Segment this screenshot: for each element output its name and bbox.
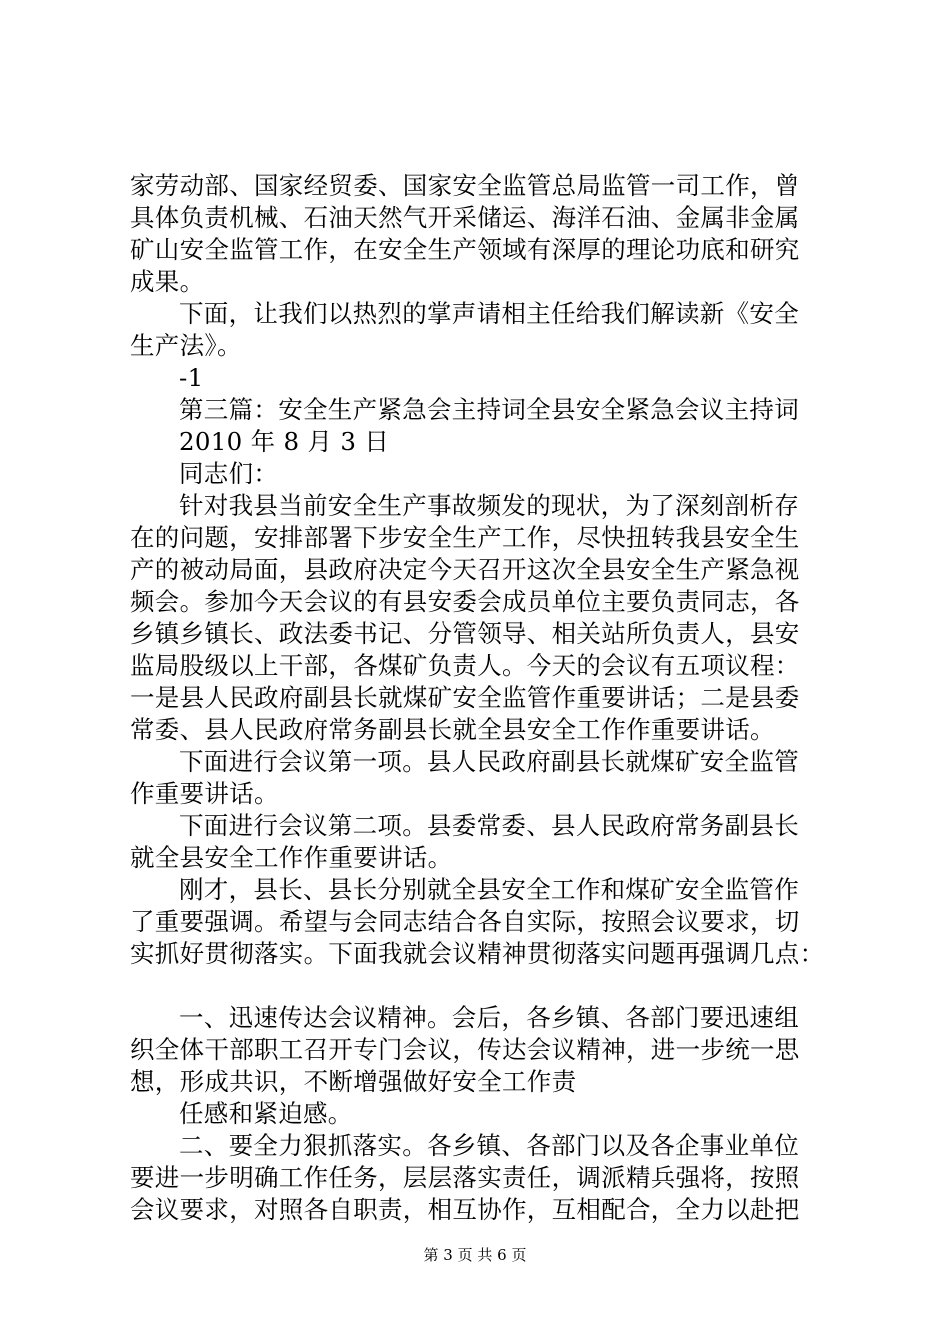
paragraph-start: 针对我县当前安全生产事故频发的现状，为了深刻剖析存 [179, 491, 799, 520]
text-line: 了重要强调。希望与会同志结合各自实际，按照会议要求，切 [130, 907, 800, 936]
text-line: 生产法》。 [130, 331, 242, 360]
text-line: 想，形成共识，不断增强做好安全工作责 [130, 1067, 577, 1096]
text-line: 在的问题，安排部署下步安全生产工作，尽快扭转我县安全生 [130, 523, 800, 552]
page-footer [0, 1245, 950, 1265]
text-line: 监局股级以上干部，各煤矿负责人。今天的会议有五项议程： [130, 651, 800, 680]
text-line: 乡镇乡镇长、政法委书记、分管领导、相关站所负责人，县安 [130, 619, 800, 648]
text-line: 实抓好贯彻落实。下面我就会议精神贯彻落实问题再强调几点： [130, 939, 825, 968]
text-line: 矿山安全监管工作，在安全生产领域有深厚的理论功底和研究 [130, 235, 800, 264]
paragraph-start: 一、迅速传达会议精神。会后，各乡镇、各部门要迅速组 [179, 1003, 799, 1032]
paragraph-start: 二、要全力狠抓落实。各乡镇、各部门以及各企事业单位 [179, 1131, 799, 1160]
document-date: 2010 年 8 月 3 日 [179, 427, 390, 456]
paragraph-start: 刚才，县长、县长分别就全县安全工作和煤矿安全监管作 [179, 875, 799, 904]
text-line: 家劳动部、国家经贸委、国家安全监管总局监管一司工作，曾 [130, 171, 800, 200]
text-line: 会议要求，对照各自职责，相互协作，互相配合，全力以赴把 [130, 1195, 800, 1224]
text-line: 具体负责机械、石油天然气开采储运、海洋石油、金属非金属 [130, 203, 800, 232]
blank-line [130, 970, 830, 1002]
paragraph-start: 下面进行会议第二项。县委常委、县人民政府常务副县长 [179, 811, 799, 840]
section-title: 第三篇：安全生产紧急会主持词全县安全紧急会议主持词 [179, 395, 799, 424]
text-line: 织全体干部职工召开专门会议，传达会议精神，进一步统一思 [130, 1035, 800, 1064]
text-line: 成果。 [130, 267, 205, 296]
text-line: 要进一步明确工作任务，层层落实责任，调派精兵强将，按照 [130, 1163, 800, 1192]
paragraph-start: 下面，让我们以热烈的掌声请相主任给我们解读新《安全 [179, 299, 799, 328]
text-line: 一是县人民政府副县长就煤矿安全监管作重要讲话；二是县委 [130, 683, 800, 712]
text-line: 产的被动局面，县政府决定今天召开这次全县安全生产紧急视 [130, 555, 800, 584]
document-body [130, 170, 830, 1226]
text-line: 作重要讲话。 [130, 779, 279, 808]
page-marker: -1 [179, 363, 204, 392]
text-line: 就全县安全工作作重要讲话。 [130, 843, 453, 872]
paragraph-start: 下面进行会议第一项。县人民政府副县长就煤矿安全监管 [179, 747, 799, 776]
text-line: 常委、县人民政府常务副县长就全县安全工作作重要讲话。 [130, 715, 775, 744]
text-line: 任感和紧迫感。 [179, 1099, 353, 1128]
page-number: 第 3 页 共 6 页 [423, 1246, 527, 1264]
salutation: 同志们： [179, 459, 279, 488]
text-line: 频会。参加今天会议的有县安委会成员单位主要负责同志，各 [130, 587, 800, 616]
